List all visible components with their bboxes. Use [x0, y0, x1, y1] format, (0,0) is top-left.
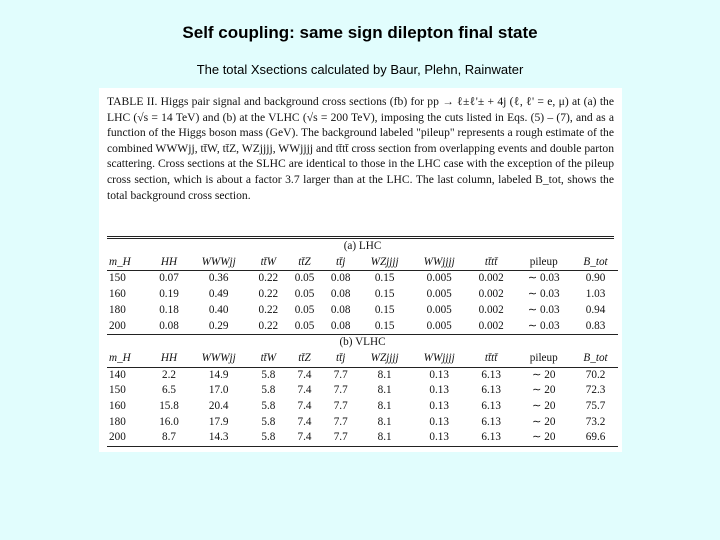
- table-caption: TABLE II. Higgs pair signal and background cross sections (fb) for pp → ℓ±ℓ'± + 4j (ℓ, ℓ' = e, μ) at (a) the LHC (√s = 14 TeV) and (b) at the VLHC (√s = 200 TeV), imposing the cuts listed in Eqs. (5) – (7), and as a function of the Higgs boson mass (GeV). The background labeled "pileup" represents a rough estimate of the combined WWWjj, tt̄W, tt̄Z, WZjjjj, WWjjjj and tt̄tt̄ cross section from overlapping events and double parton scattering. Cross sections at the SLHC are identical to those in the LHC case with the exception of the pileup cross section, which is about a factor 3.7 larger than at the LHC. The last column, labeled B_tot, shows the total background cross section.: [107, 95, 614, 202]
- table-cell: 0.005: [410, 271, 467, 287]
- table-row: [107, 319, 618, 335]
- table-cell: 0.13: [429, 400, 449, 413]
- vlhc-column-header: HH: [160, 351, 178, 364]
- table-cell: 0.15: [374, 288, 395, 301]
- table-cell: 6.13: [481, 400, 501, 413]
- table-row: [107, 287, 618, 303]
- table-cell: 0.49: [208, 288, 229, 301]
- table-cell: 0.08: [330, 288, 351, 301]
- lhc-header-row: [107, 255, 618, 271]
- vlhc-column-header: tt̄j: [336, 351, 346, 364]
- table-cell: 200: [109, 319, 126, 332]
- vlhc-column-header: WWWjj: [201, 351, 236, 364]
- table-cell: 0.15: [374, 319, 395, 332]
- table-cell: 16.0: [159, 415, 179, 428]
- table-cell: 8.1: [359, 367, 411, 383]
- cross-section-table: [107, 239, 618, 447]
- table-cell: 14.9: [187, 367, 250, 383]
- table-cell: 0.15: [359, 271, 411, 287]
- table-cell: 0.15: [374, 303, 395, 316]
- table-cell: ∼ 0.03: [527, 319, 560, 332]
- table-cell: 180: [109, 303, 126, 316]
- vlhc-column-header: m_H: [109, 351, 131, 364]
- table-cell: 0.40: [208, 303, 229, 316]
- vlhc-column-header: tt̄W: [260, 351, 277, 364]
- table-cell: 17.0: [208, 384, 229, 397]
- table-cell: 0.13: [410, 367, 467, 383]
- vlhc-header-row: [107, 351, 618, 367]
- table-cell: 0.005: [426, 303, 452, 316]
- table-cell: 6.13: [468, 430, 515, 446]
- lhc-column-header: pileup: [529, 255, 558, 268]
- table-cell: 0.22: [258, 303, 279, 316]
- table-row: [107, 415, 618, 431]
- table-cell: 7.4: [297, 415, 312, 428]
- table-cell: 6.13: [481, 415, 501, 428]
- table-cell: 5.8: [250, 367, 286, 383]
- lhc-column-header: WWjjjj: [423, 255, 455, 268]
- table-cell: 75.7: [585, 400, 606, 413]
- table-cell: 0.07: [151, 271, 187, 287]
- table-cell: 0.08: [159, 319, 179, 332]
- table-cell: ∼ 20: [532, 415, 556, 428]
- lhc-column-header: HH: [160, 255, 178, 268]
- table-cell: 0.90: [573, 271, 618, 287]
- table-cell: 0.22: [250, 271, 286, 287]
- table-cell: 7.7: [333, 384, 348, 397]
- lhc-column-header: tt̄W: [260, 255, 277, 268]
- table-cell: 0.13: [429, 384, 449, 397]
- table-cell: 8.1: [377, 415, 392, 428]
- table-cell: 6.13: [481, 384, 501, 397]
- table-cell: ∼ 20: [514, 430, 573, 446]
- vlhc-column-header: tt̄Z: [298, 351, 311, 364]
- table-cell: 0.29: [208, 319, 229, 332]
- slide-title: Self coupling: same sign dilepton final state: [182, 23, 538, 42]
- table-cell: 5.8: [261, 400, 276, 413]
- table-cell: 0.08: [330, 319, 351, 332]
- table-cell: 0.13: [410, 430, 467, 446]
- table-cell: 7.7: [333, 415, 348, 428]
- table-cell: 180: [109, 415, 126, 428]
- table-cell: 8.1: [359, 430, 411, 446]
- table-cell: 0.05: [294, 303, 315, 316]
- table-cell: 7.4: [286, 367, 322, 383]
- table-cell: 72.3: [585, 384, 606, 397]
- table-cell: 8.1: [377, 384, 392, 397]
- vlhc-column-header: WWjjjj: [423, 351, 455, 364]
- table-cell: 7.7: [323, 430, 359, 446]
- table-row: [107, 271, 618, 287]
- lhc-column-header: m_H: [109, 255, 131, 268]
- table-cell: 0.22: [258, 288, 279, 301]
- lhc-column-header: WWWjj: [201, 255, 236, 268]
- vlhc-column-header: B_tot: [583, 351, 608, 364]
- table-cell: 0.05: [294, 319, 315, 332]
- table-cell: 0.002: [478, 303, 504, 316]
- paper-table-image: [99, 88, 622, 452]
- table-cell: 7.7: [333, 400, 348, 413]
- table-cell: 17.9: [208, 415, 229, 428]
- table-cell: 0.002: [478, 319, 504, 332]
- table-cell: 8.7: [151, 430, 187, 446]
- vlhc-column-header: WZjjjj: [370, 351, 399, 364]
- table-row: [107, 430, 618, 446]
- vlhc-column-header: pileup: [529, 351, 558, 364]
- table-cell: 5.8: [261, 415, 276, 428]
- table-cell: 1.03: [585, 288, 606, 301]
- table-cell: 0.05: [294, 288, 315, 301]
- table-cell: ∼ 20: [532, 384, 556, 397]
- table-cell: 8.1: [377, 400, 392, 413]
- lhc-section-title: (a) LHC: [343, 240, 382, 252]
- table-cell: 0.36: [187, 271, 250, 287]
- vlhc-section: [107, 335, 618, 447]
- table-cell: 150: [109, 384, 126, 397]
- table-cell: 0.005: [426, 319, 452, 332]
- table-cell: 7.4: [297, 400, 312, 413]
- table-cell: 20.4: [208, 400, 229, 413]
- table-cell: 0.13: [429, 415, 449, 428]
- table-cell: 0.005: [426, 288, 452, 301]
- lhc-column-header: tt̄tt̄: [484, 255, 498, 268]
- table-cell: ∼ 0.03: [527, 303, 560, 316]
- vlhc-column-header: tt̄tt̄: [484, 351, 498, 364]
- table-cell: 150: [107, 271, 151, 287]
- lhc-section-title-row: [107, 239, 618, 255]
- table-cell: 7.4: [286, 430, 322, 446]
- table-cell: ∼ 0.03: [527, 288, 560, 301]
- lhc-column-header: B_tot: [583, 255, 608, 268]
- table-row: [107, 399, 618, 415]
- lhc-column-header: tt̄j: [336, 255, 346, 268]
- table-cell: 0.19: [159, 288, 179, 301]
- table-row: [107, 303, 618, 319]
- table-cell: 0.94: [585, 303, 606, 316]
- table-cell: 2.2: [151, 367, 187, 383]
- table-cell: 73.2: [585, 415, 606, 428]
- table-cell: 0.05: [286, 271, 322, 287]
- table-cell: ∼ 20: [514, 367, 573, 383]
- table-cell: 0.83: [585, 319, 606, 332]
- lhc-column-header: WZjjjj: [370, 255, 399, 268]
- table-cell: ∼ 0.03: [514, 271, 573, 287]
- table-cell: 0.002: [468, 271, 515, 287]
- table-cell: 7.4: [297, 384, 312, 397]
- table-cell: 7.7: [323, 367, 359, 383]
- table-cell: 14.3: [187, 430, 250, 446]
- slide-subtitle: The total Xsections calculated by Baur, Plehn, Rainwater: [196, 62, 524, 77]
- table-cell: 69.6: [573, 430, 618, 446]
- table-cell: 200: [107, 430, 151, 446]
- table-cell: 0.18: [159, 303, 179, 316]
- table-cell: 70.2: [573, 367, 618, 383]
- table-cell: 0.22: [258, 319, 279, 332]
- table-cell: 6.5: [162, 384, 176, 397]
- table-cell: 140: [107, 367, 151, 383]
- table-cell: 5.8: [261, 384, 276, 397]
- vlhc-section-title: (b) VLHC: [107, 335, 618, 351]
- table-cell: ∼ 20: [532, 400, 556, 413]
- table-cell: 0.002: [478, 288, 504, 301]
- table-cell: 5.8: [250, 430, 286, 446]
- table-row: [107, 383, 618, 399]
- table-row: [107, 367, 618, 383]
- table-cell: 0.08: [330, 303, 351, 316]
- table-cell: 15.8: [159, 400, 179, 413]
- table-cell: 160: [109, 288, 126, 301]
- table-cell: 160: [109, 400, 126, 413]
- vlhc-section-title-row: [107, 335, 618, 351]
- table-cell: 6.13: [468, 367, 515, 383]
- table-cell: 0.08: [323, 271, 359, 287]
- lhc-section: [107, 239, 618, 335]
- lhc-column-header: tt̄Z: [298, 255, 311, 268]
